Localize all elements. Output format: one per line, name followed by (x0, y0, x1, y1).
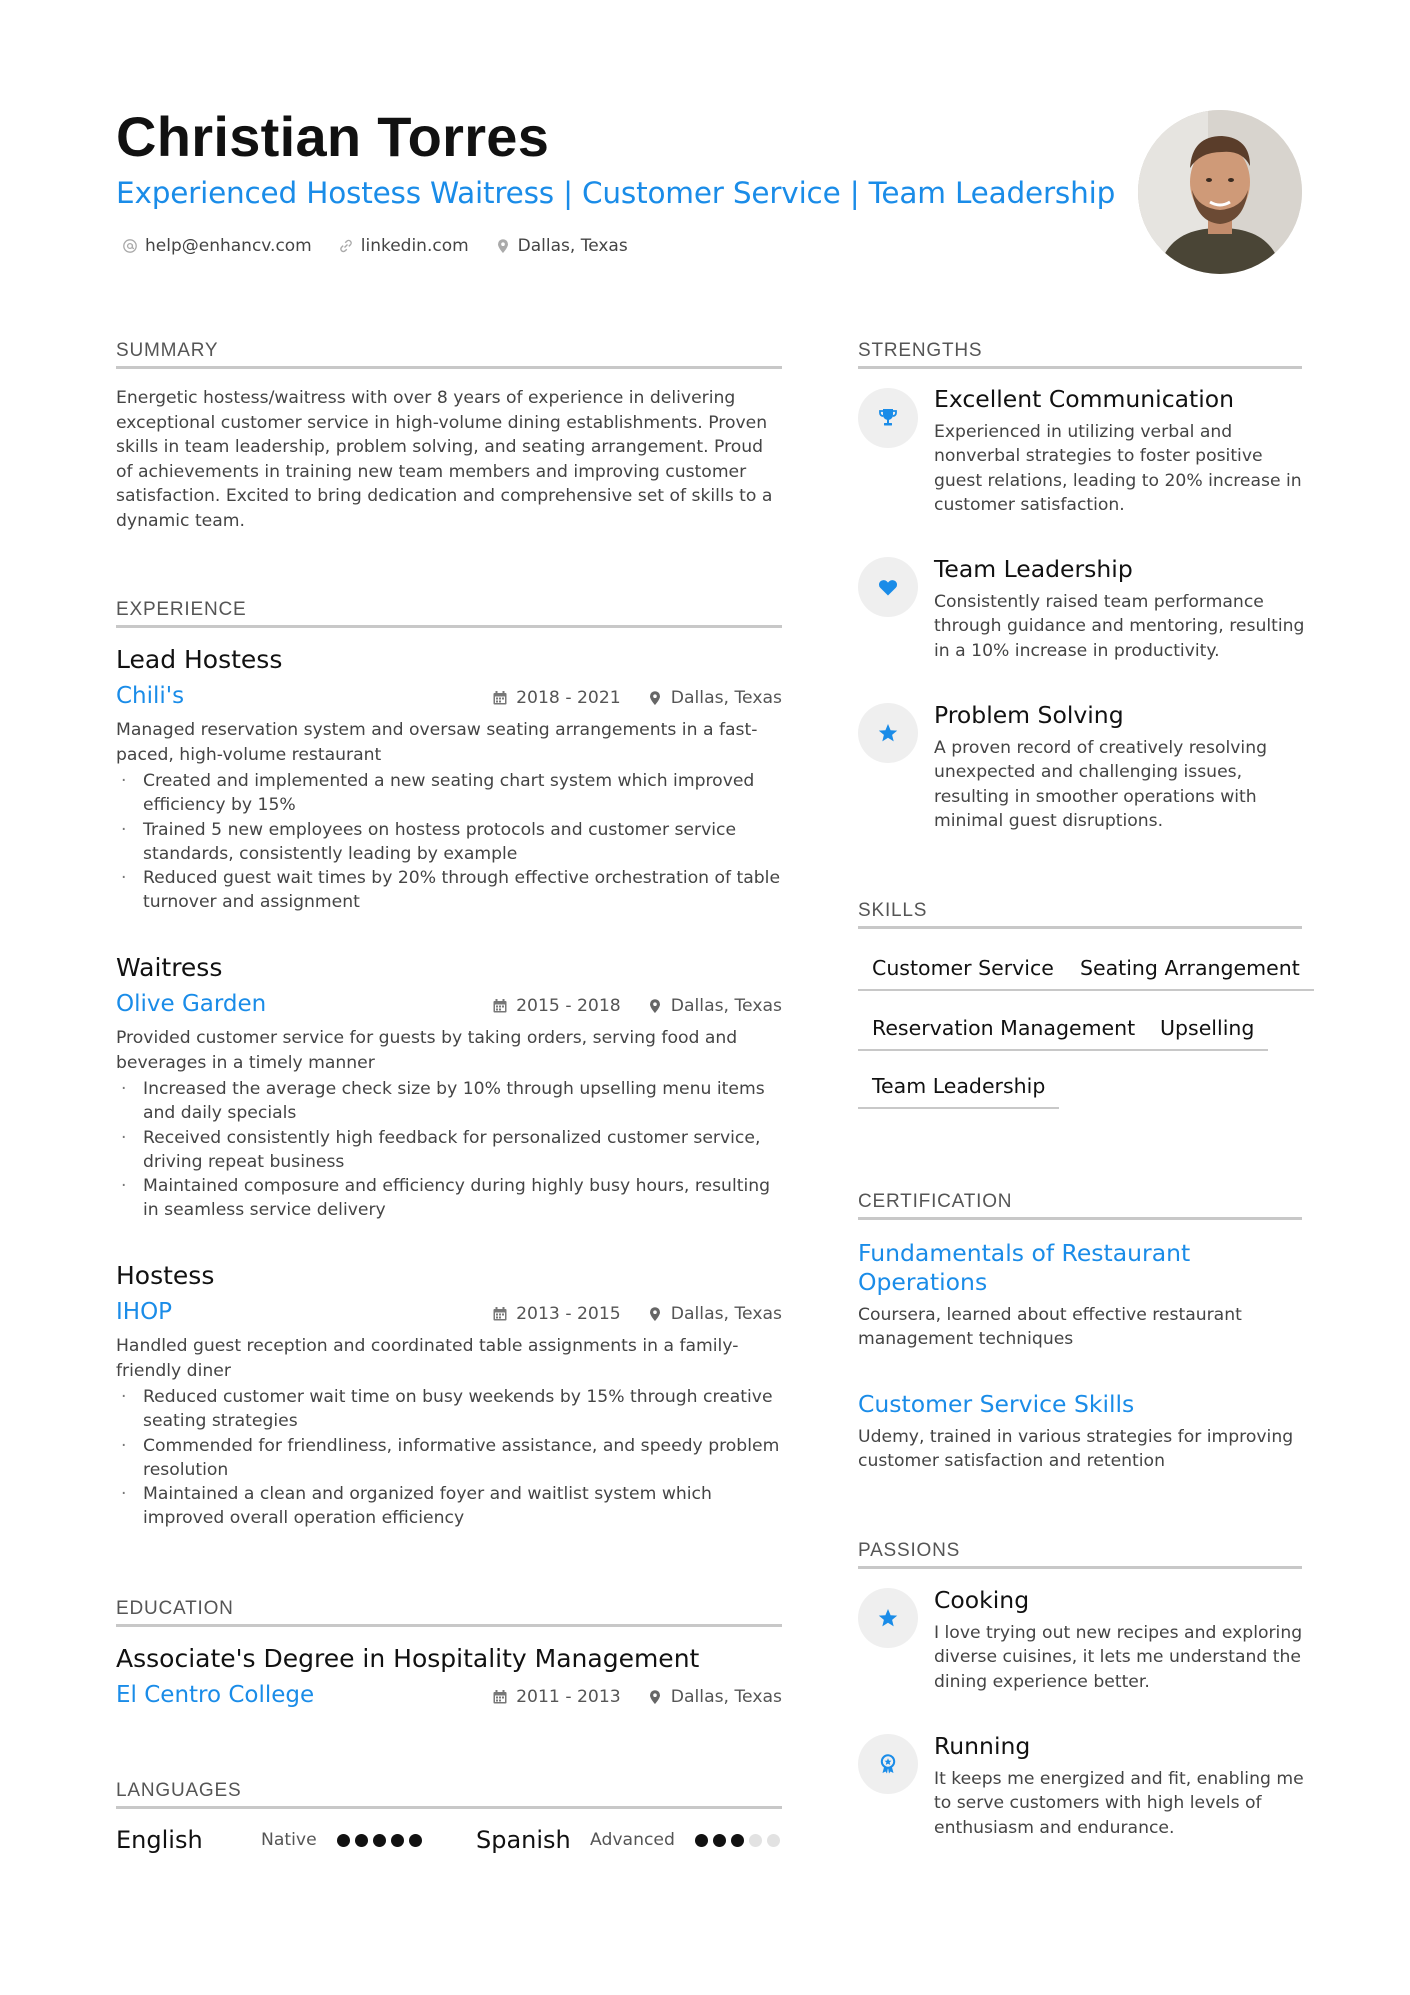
location-pin-icon (647, 1306, 663, 1322)
achievement-item: · Maintained a clean and organized foyer and waitlist system which improved overall operation efficiency (116, 1482, 782, 1531)
heart-icon (876, 575, 900, 599)
candidate-headline: Experienced Hostess Waitress | Customer Service | Team Leadership (116, 176, 1116, 210)
school-name: El Centro College (116, 1682, 315, 1708)
certification-description: Coursera, learned about effective restaurant management techniques (858, 1305, 1242, 1350)
certification-description: Udemy, trained in various strategies for improving customer satisfaction and retention (858, 1427, 1294, 1472)
education-divider (116, 1624, 782, 1627)
strength-title: Team Leadership (934, 555, 1133, 583)
rating-dot-filled (337, 1834, 350, 1847)
language-rating (695, 1834, 780, 1847)
candidate-name: Christian Torres (116, 105, 550, 168)
skill-tag: Team Leadership (858, 1074, 1059, 1109)
location-pin-icon (647, 690, 663, 706)
job-title: Lead Hostess (116, 645, 283, 674)
skill-tag: Upselling (1146, 1016, 1268, 1051)
education-dates: 2011 - 2013 (516, 1687, 621, 1707)
achievement-item: · Increased the average check size by 10% through upselling menu items and daily specials (116, 1077, 782, 1126)
location-pin-icon (495, 238, 511, 254)
strength-description: Experienced in utilizing verbal and nonverbal strategies to foster positive guest relations, leading to 20% increase in customer satisfaction. (934, 422, 1302, 515)
strength-icon-badge (858, 557, 918, 617)
summary-section-title: SUMMARY (116, 340, 219, 361)
job-meta (492, 688, 782, 708)
certification-title: Customer Service Skills (858, 1390, 1135, 1418)
job-location: Dallas, Texas (670, 1304, 782, 1324)
job-company: Olive Garden (116, 991, 267, 1017)
star-icon (876, 721, 900, 745)
job-dates: 2018 - 2021 (516, 688, 621, 708)
skill-tag: Reservation Management (858, 1016, 1149, 1051)
location-pin-icon (647, 998, 663, 1014)
contact-location (495, 236, 628, 256)
achievement-item: · Maintained composure and efficiency during highly busy hours, resulting in seamless service delivery (116, 1174, 782, 1223)
skill-tag: Customer Service (858, 956, 1068, 991)
calendar-icon (492, 998, 508, 1014)
passions-section-title: PASSIONS (858, 1540, 961, 1561)
calendar-icon (492, 1689, 508, 1705)
achievement-item: · Received consistently high feedback for personalized customer service, driving repeat business (116, 1126, 782, 1175)
job-location: Dallas, Texas (670, 996, 782, 1016)
rating-dot-filled (355, 1834, 368, 1847)
calendar-icon (492, 1306, 508, 1322)
job-description: Provided customer service for guests by taking orders, serving food and beverages in a timely manner (116, 1028, 738, 1073)
language-item (116, 1826, 422, 1854)
rating-dot-filled (695, 1834, 708, 1847)
achievement-item: · Trained 5 new employees on hostess protocols and customer service standards, consistently leading by example (116, 818, 782, 867)
certification-title: Fundamentals of Restaurant Operations (858, 1239, 1191, 1296)
job-location: Dallas, Texas (670, 688, 782, 708)
summary-divider (116, 366, 782, 369)
strength-description: A proven record of creatively resolving unexpected and challenging issues, resulting in smoother operations with minimal guest disruptions. (934, 738, 1268, 831)
job-dates: 2013 - 2015 (516, 1304, 621, 1324)
strength-icon-badge (858, 703, 918, 763)
contact-location-text: Dallas, Texas (517, 236, 628, 256)
language-name: English (116, 1826, 203, 1854)
strength-title: Excellent Communication (934, 385, 1235, 413)
job-title: Waitress (116, 953, 223, 982)
passion-title: Running (934, 1732, 1031, 1760)
passion-description: I love trying out new recipes and exploring diverse cuisines, it lets me understand the dining experience better. (934, 1623, 1303, 1692)
contact-email[interactable] (122, 236, 312, 256)
rating-dot-empty (767, 1834, 780, 1847)
rating-dot-filled (731, 1834, 744, 1847)
rating-dot-filled (391, 1834, 404, 1847)
calendar-icon (492, 690, 508, 706)
summary-text: Energetic hostess/waitress with over 8 years of experience in delivering exceptional customer service in high-volume dining establishments. Proven skills in team leadership, problem solving, and seating arrangement. Proud of achievements in training new team members and improving customer satisfaction. Excited to bring dedication and comprehensive set of skills to a dynamic team. (116, 388, 773, 531)
job-description: Handled guest reception and coordinated table assignments in a family-friendly diner (116, 1336, 739, 1381)
languages-divider (116, 1806, 782, 1809)
contact-email-text: help@enhancv.com (145, 236, 312, 256)
job-achievements (116, 1385, 782, 1531)
job-dates: 2015 - 2018 (516, 996, 621, 1016)
job-achievements (116, 1077, 782, 1223)
achievement-item: · Reduced customer wait time on busy weekends by 15% through creative seating strategies (116, 1385, 782, 1434)
achievement-item: · Commended for friendliness, informative assistance, and speedy problem resolution (116, 1434, 782, 1483)
language-level: Native (261, 1830, 317, 1850)
passions-divider (858, 1566, 1302, 1569)
job-meta (492, 1304, 782, 1324)
strength-description: Consistently raised team performance through guidance and mentoring, resulting in a 10% increase in productivity. (934, 592, 1305, 661)
job-achievements (116, 769, 782, 915)
passion-title: Cooking (934, 1586, 1030, 1614)
certification-section-title: CERTIFICATION (858, 1191, 1013, 1212)
language-level: Advanced (590, 1830, 675, 1850)
job-company: IHOP (116, 1299, 173, 1325)
contact-linkedin-text: linkedin.com (360, 236, 469, 256)
passion-icon-badge (858, 1588, 918, 1648)
contact-linkedin[interactable] (338, 236, 469, 256)
rating-dot-empty (749, 1834, 762, 1847)
job-meta (492, 996, 782, 1016)
contact-info (122, 236, 628, 256)
achievement-item: · Reduced guest wait times by 20% through effective orchestration of table turnover and assignment (116, 866, 782, 915)
profile-photo (1138, 110, 1302, 274)
certification-divider (858, 1217, 1302, 1220)
skill-tag: Seating Arrangement (1066, 956, 1314, 991)
rating-dot-filled (409, 1834, 422, 1847)
passion-icon-badge (858, 1734, 918, 1794)
language-name: Spanish (476, 1826, 571, 1854)
trophy-icon (876, 406, 900, 430)
education-location: Dallas, Texas (670, 1687, 782, 1707)
degree-title: Associate's Degree in Hospitality Management (116, 1644, 700, 1673)
rating-dot-filled (713, 1834, 726, 1847)
rating-dot-filled (373, 1834, 386, 1847)
job-title: Hostess (116, 1261, 215, 1290)
star-icon (876, 1606, 900, 1630)
achievement-item: · Created and implemented a new seating chart system which improved efficiency by 15% (116, 769, 782, 818)
education-section-title: EDUCATION (116, 1598, 234, 1619)
strength-title: Problem Solving (934, 701, 1124, 729)
passion-description: It keeps me energized and fit, enabling me to serve customers with high levels of enthusiasm and endurance. (934, 1769, 1304, 1838)
job-description: Managed reservation system and oversaw seating arrangements in a fast-paced, high-volume restaurant (116, 720, 758, 765)
strength-icon-badge (858, 388, 918, 448)
experience-divider (116, 625, 782, 628)
education-meta (492, 1687, 782, 1707)
languages-section-title: LANGUAGES (116, 1780, 242, 1801)
strengths-section-title: STRENGTHS (858, 340, 983, 361)
job-company: Chili's (116, 683, 185, 709)
at-icon (122, 238, 138, 254)
skills-section-title: SKILLS (858, 900, 928, 921)
link-icon (338, 238, 354, 254)
language-rating (337, 1834, 422, 1847)
skills-divider (858, 926, 1302, 929)
medal-icon (876, 1752, 900, 1776)
location-pin-icon (647, 1689, 663, 1705)
experience-section-title: EXPERIENCE (116, 599, 247, 620)
strengths-divider (858, 366, 1302, 369)
language-item (476, 1826, 782, 1854)
